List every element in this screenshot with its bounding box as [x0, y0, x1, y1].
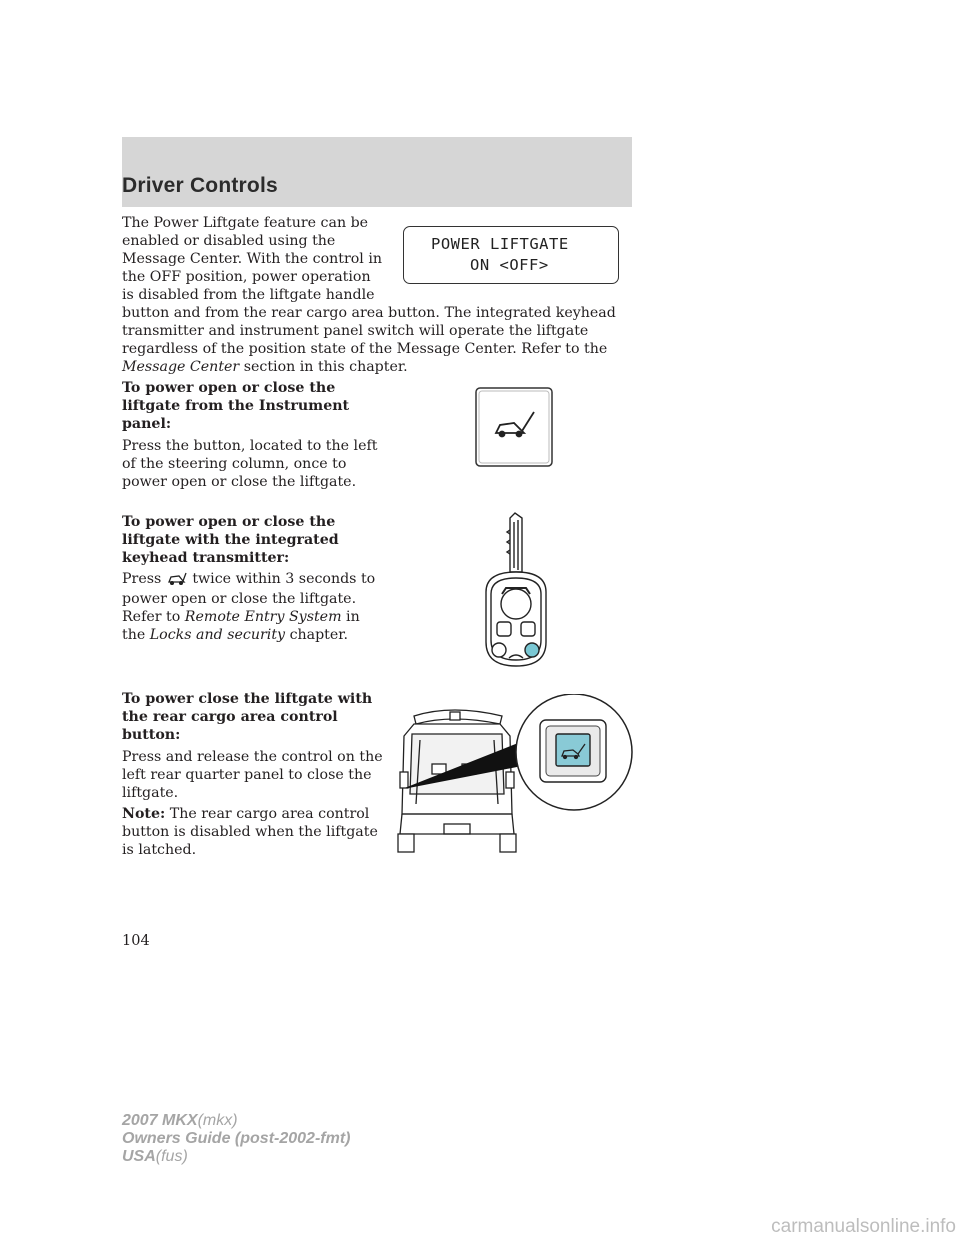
intro-ref-tail: section in this chapter.: [243, 359, 408, 375]
intro-line-1: The Power Liftgate feature can be: [122, 215, 369, 231]
keyhead-heading-3: keyhead transmitter:: [122, 550, 290, 566]
footer-line-1: [122, 1112, 350, 1130]
keyhead-body-3: [122, 608, 360, 626]
instrument-heading-3: panel:: [122, 416, 172, 432]
rear-heading-3: button:: [122, 727, 181, 743]
rear-note-3: is latched.: [122, 842, 197, 858]
keyhead-heading-1: To power open or close the: [122, 514, 336, 530]
rear-note-2: button is disabled when the liftgate: [122, 824, 378, 840]
footer-model-code: (mkx): [197, 1112, 238, 1129]
footer-model: 2007 MKX: [122, 1112, 198, 1129]
vehicle-rear-icon: [398, 710, 516, 852]
footer-region-code: (fus): [155, 1148, 188, 1165]
footer-region: USA: [122, 1148, 156, 1165]
intro-line-2: enabled or disabled using the: [122, 233, 336, 249]
rear-note-1: [122, 805, 369, 823]
instrument-panel-liftgate-button: [474, 386, 554, 468]
instrument-heading-2: liftgate from the Instrument: [122, 398, 350, 414]
display-line-2: ON <OFF>: [470, 256, 549, 274]
ref2-tail: chapter.: [289, 627, 349, 643]
rear-cargo-button-illustration: [392, 694, 640, 856]
note-label: Note:: [122, 806, 166, 822]
message-center-display: [403, 226, 619, 284]
section-title: Driver Controls: [122, 174, 278, 197]
intro-line-4: the OFF position, power operation: [122, 269, 371, 285]
footer-line-3: [122, 1148, 350, 1166]
intro-line-9: [122, 358, 408, 376]
keyhead-heading-2: liftgate with the integrated: [122, 532, 339, 548]
press-word: Press: [122, 571, 162, 587]
key-fob-icon: [486, 513, 546, 666]
note-first: The rear cargo area control: [169, 806, 370, 822]
rear-heading-1: To power close the liftgate with: [122, 691, 373, 707]
instrument-body-2: of the steering column, once to: [122, 456, 347, 472]
page-number: 104: [122, 933, 150, 949]
watermark: carmanualsonline.info: [771, 1216, 956, 1237]
rear-body-3: liftgate.: [122, 785, 179, 801]
key-fob-illustration: [478, 512, 554, 670]
refer-word: Refer to: [122, 609, 181, 625]
keyhead-body-4: [122, 626, 348, 644]
display-line-1: POWER LIFTGATE: [431, 235, 569, 253]
intro-line-5: is disabled from the liftgate handle: [122, 287, 375, 303]
intro-line-7: transmitter and instrument panel switch will operate the liftgate: [122, 323, 589, 339]
intro-line-6: button and from the rear cargo area button. The integrated keyhead: [122, 305, 616, 321]
footer-guide: Owners Guide (post-2002-fmt): [122, 1130, 351, 1147]
liftgate-icon: [166, 571, 188, 585]
footer-line-2: [122, 1130, 350, 1148]
rear-body-2: left rear quarter panel to close the: [122, 767, 372, 783]
locks-security-reference: Locks and security: [149, 627, 286, 643]
keyhead-body-2: power open or close the liftgate.: [122, 591, 357, 607]
remote-entry-reference: Remote Entry System: [184, 609, 342, 625]
intro-line-8: regardless of the position state of the Message Center. Refer to the: [122, 341, 608, 357]
document-footer: [122, 1112, 350, 1166]
message-center-reference: Message Center: [122, 359, 240, 375]
intro-line-3: Message Center. With the control in: [122, 251, 382, 267]
press-tail: twice within 3 seconds to: [192, 571, 376, 587]
keyhead-body-1: [122, 570, 375, 588]
instrument-body-1: Press the button, located to the left: [122, 438, 378, 454]
rear-body-1: Press and release the control on the: [122, 749, 383, 765]
the-word: the: [122, 627, 146, 643]
rear-heading-2: the rear cargo area control: [122, 709, 338, 725]
instrument-heading-1: To power open or close the: [122, 380, 336, 396]
instrument-body-3: power open or close the liftgate.: [122, 474, 357, 490]
ref1-tail: in: [346, 609, 360, 625]
